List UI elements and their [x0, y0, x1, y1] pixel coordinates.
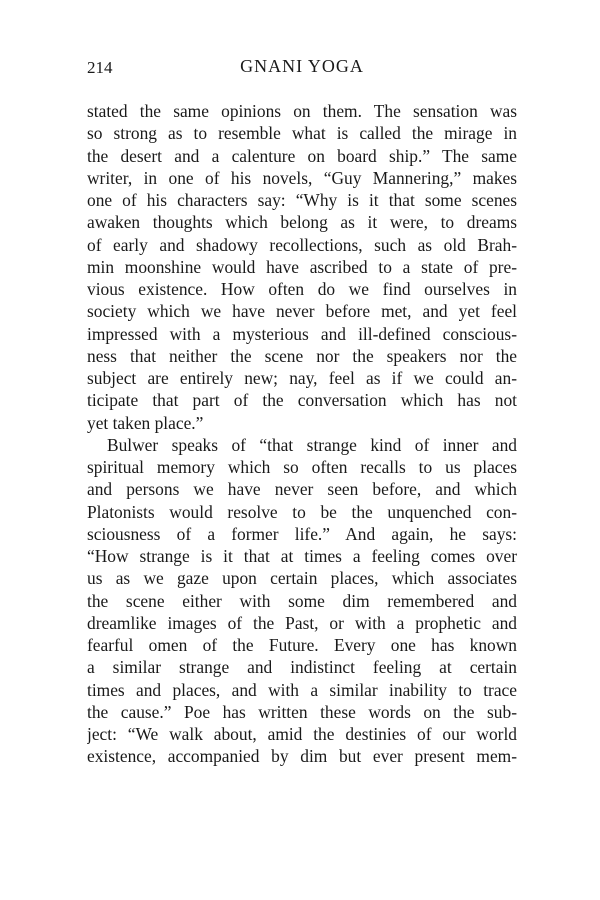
text-line: ject: “We walk about, amid the destinies of our world — [87, 724, 517, 744]
running-title: GNANI YOGA — [240, 56, 364, 76]
text-line: spiritual memory which so often recalls to us places — [87, 457, 517, 477]
text-line: writer, in one of his novels, “Guy Mannering,” makes — [87, 167, 517, 188]
text-line: dreamlike images of the Past, or with a prophetic and — [87, 612, 517, 633]
page-number: 214 — [87, 58, 113, 77]
text-line: sciousness of a former life.” And again, he says: — [87, 523, 517, 544]
text-line: yet taken place.” — [87, 412, 204, 433]
text-line: stated the same opinions on them. The sensation was — [87, 101, 517, 121]
text-line: min moonshine would have ascribed to a state of pre- — [87, 256, 517, 277]
text-line: society which we have never before met, and yet feel — [87, 301, 517, 322]
page-body-text — [87, 100, 517, 768]
running-header — [87, 56, 517, 80]
text-line: “How strange is it that at times a feeling comes over — [87, 546, 517, 566]
text-line: so strong as to resemble what is called the mirage in — [87, 123, 517, 144]
text-line: the scene either with some dim remembered and — [87, 590, 517, 611]
text-line: ness that neither the scene nor the speakers nor the — [87, 345, 517, 366]
text-line: the cause.” Poe has written these words on the sub- — [87, 701, 517, 722]
text-line: subject are entirely new; nay, feel as if we could an- — [87, 368, 517, 388]
text-line: ticipate that part of the conversation which has not — [87, 390, 517, 411]
text-line: existence, accompanied by dim but ever present mem- — [87, 746, 517, 767]
text-line: Platonists would resolve to be the unquenched con- — [87, 501, 517, 522]
text-line: awaken thoughts which belong as it were, to dreams — [87, 212, 517, 233]
text-line: times and places, and with a similar inability to trace — [87, 679, 517, 700]
text-line: the desert and a calenture on board ship.” The same — [87, 145, 517, 166]
text-line: and persons we have never seen before, and which — [87, 479, 517, 500]
text-line: us as we gaze upon certain places, which associates — [87, 568, 517, 589]
text-line: Bulwer speaks of “that strange kind of inner and — [107, 434, 517, 455]
text-line: a similar strange and indistinct feeling at certain — [87, 657, 517, 678]
text-line: vious existence. How often do we find ourselves in — [87, 279, 517, 299]
text-line: impressed with a mysterious and ill-defined conscious- — [87, 323, 517, 344]
text-line: one of his characters say: “Why is it that some scenes — [87, 190, 517, 210]
text-line: of early and shadowy recollections, such as old Brah- — [87, 234, 517, 255]
text-line: fearful omen of the Future. Every one has known — [87, 635, 517, 655]
